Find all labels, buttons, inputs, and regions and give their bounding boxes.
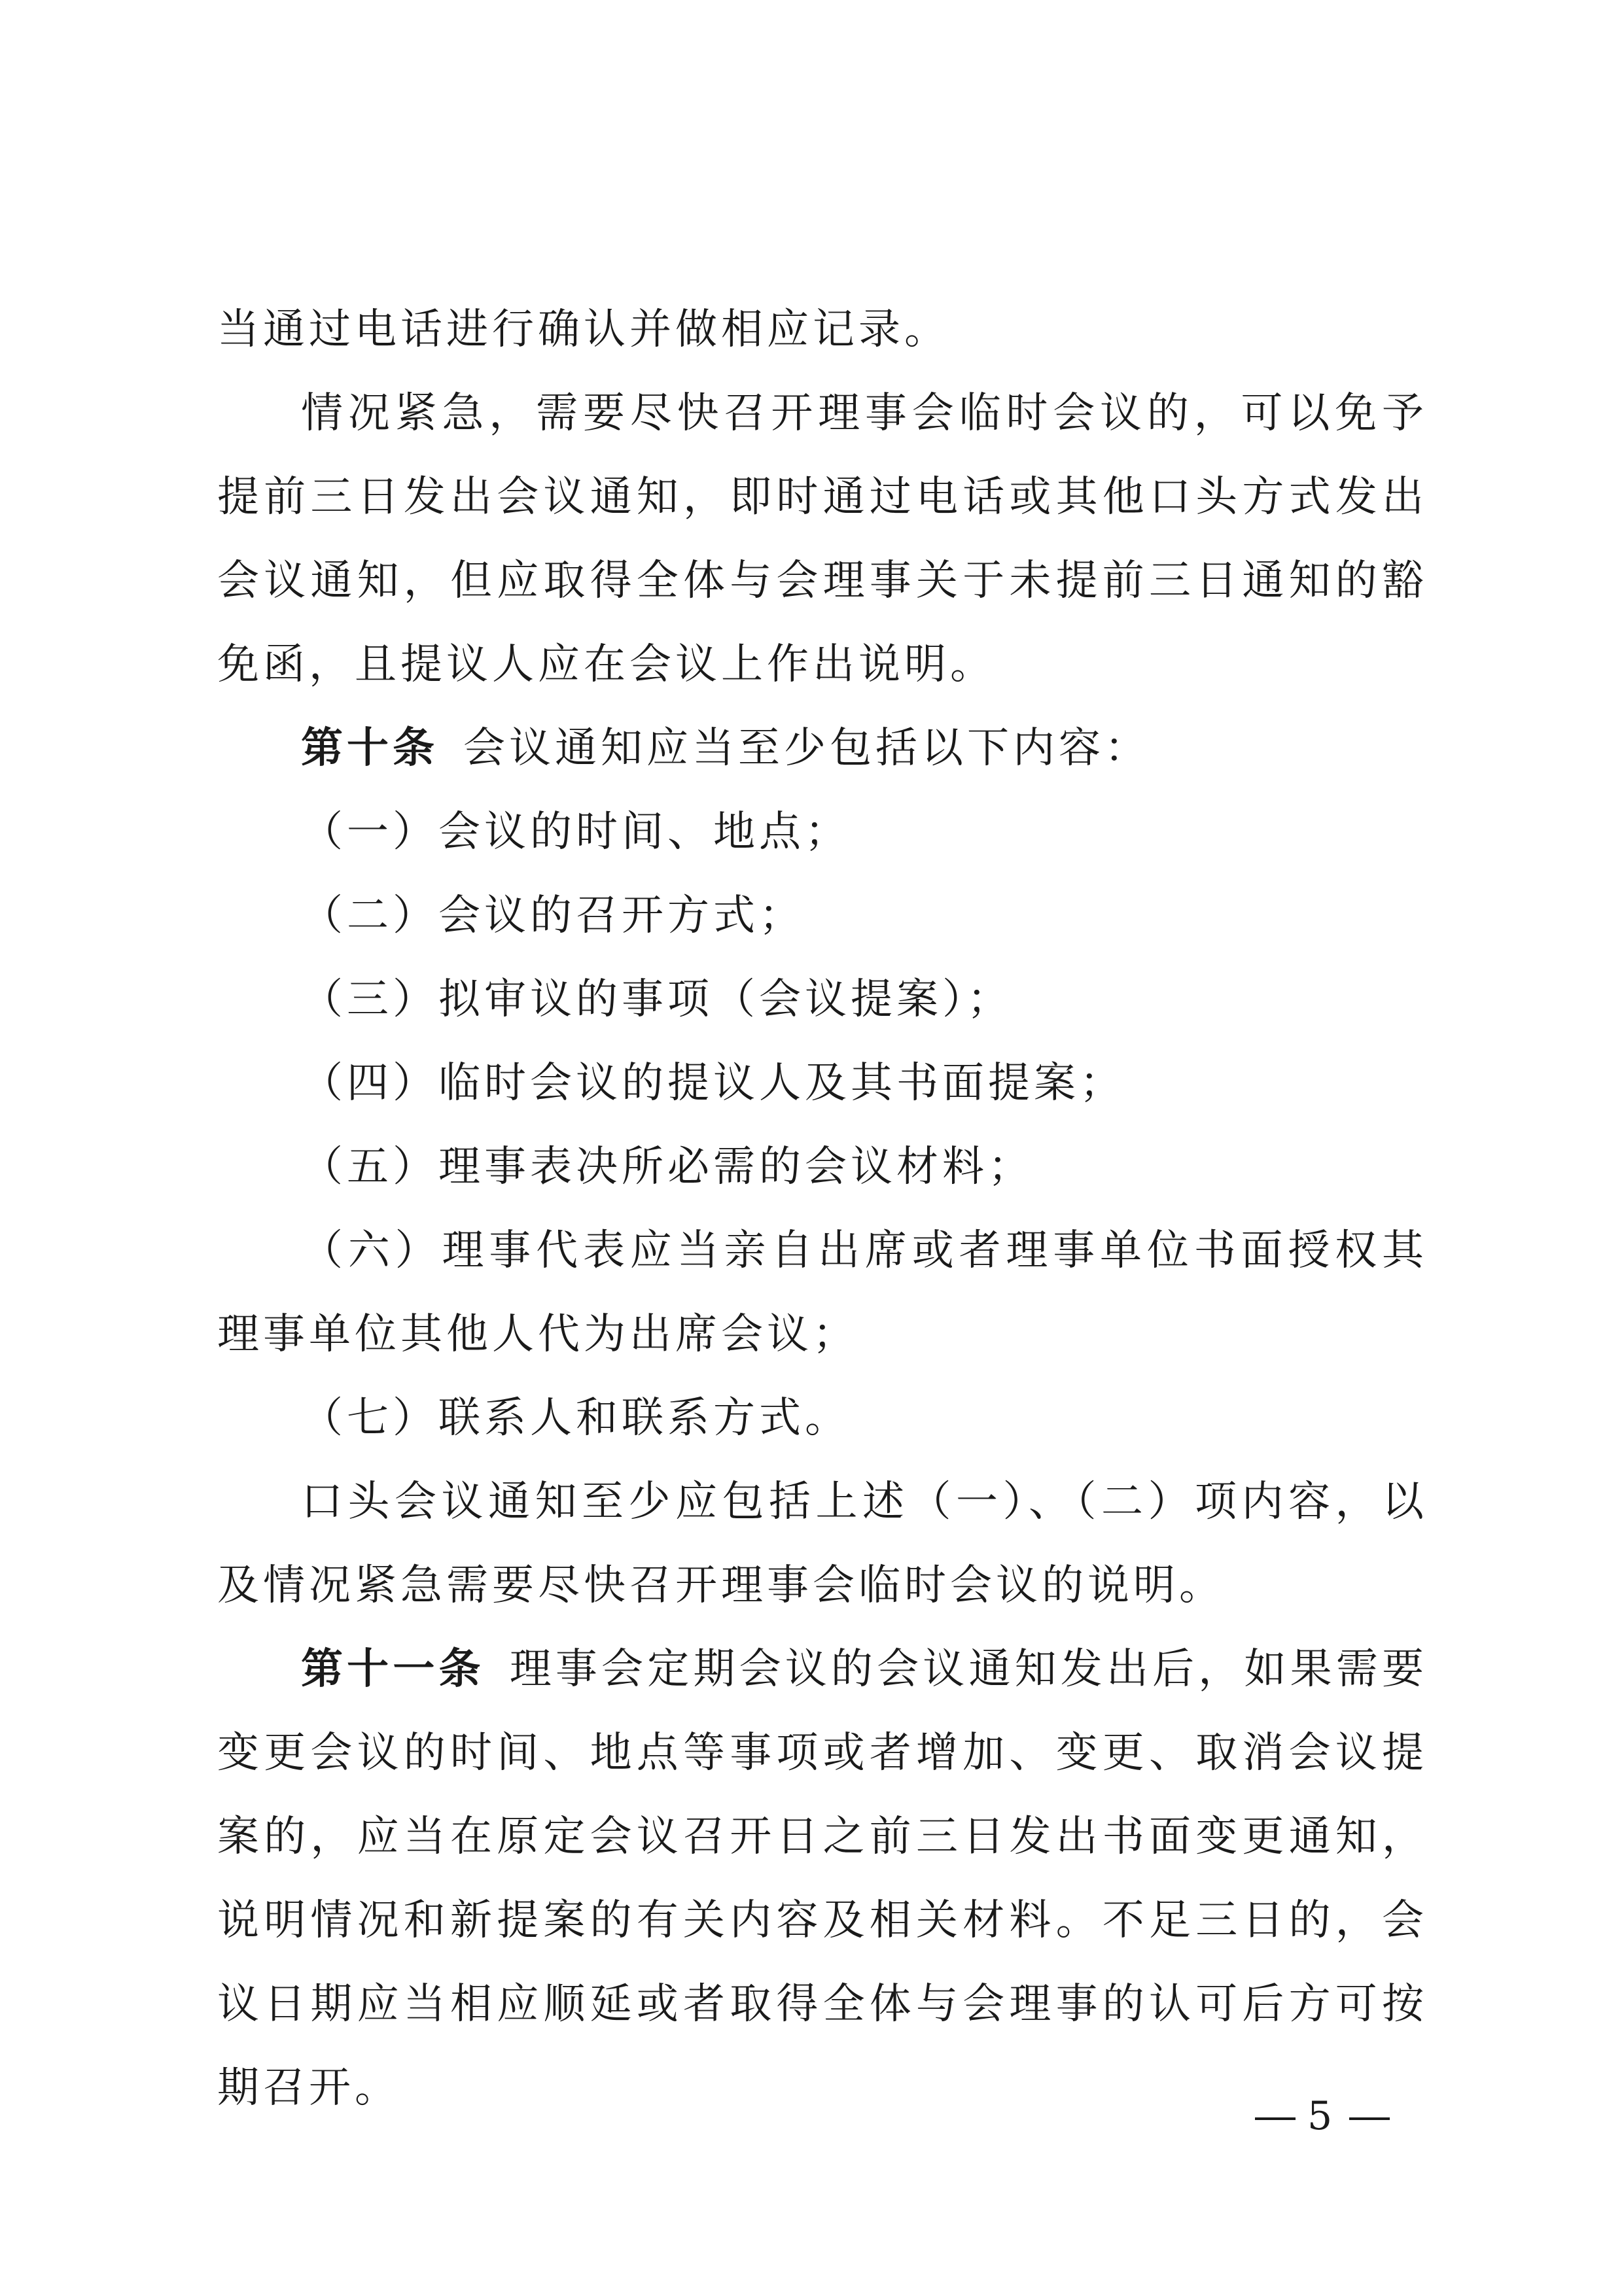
list-item: （一）会议的时间、地点； xyxy=(301,808,851,856)
list-item: （七）联系人和联系方式。 xyxy=(301,1394,851,1442)
list-item: （五）理事表决所必需的会议材料； xyxy=(301,1143,1034,1191)
page-number: 5 xyxy=(1307,2093,1338,2139)
body-text xyxy=(217,288,1428,2130)
page-number-dash-right xyxy=(1349,2117,1390,2120)
page-number-dash-left xyxy=(1255,2117,1296,2120)
paragraph-emergency-notice: 情况紧急，需要尽快召开理事会临时会议的，可以免予提前三日发出会议通知，即时通过电话或其他口头方式发出会议通知，但应取得全体与会理事关于未提前三日通知的豁免函，且提议人应在会议上作出说明。 xyxy=(217,389,1428,689)
paragraph-continuation: 当通过电话进行确认并做相应记录。 xyxy=(217,305,950,354)
paragraph-oral-notice: 口头会议通知至少应包括上述（一）、（二）项内容，以及情况紧急需要尽快召开理事会临时会议的说明。 xyxy=(217,1478,1428,1610)
list-item: （三）拟审议的事项（会议提案）； xyxy=(301,975,1013,1024)
article-11 xyxy=(217,1627,1428,2130)
list-item: （二）会议的召开方式； xyxy=(301,892,805,940)
page-footer xyxy=(1243,2093,1402,2139)
article-10 xyxy=(217,706,1428,790)
article-10-heading: 第十条 xyxy=(301,723,438,773)
article-10-text: 会议通知应当至少包括以下内容： xyxy=(463,724,1150,773)
list-item: （六）理事代表应当亲自出席或者理事单位书面授权其理事单位其他人代为出席会议； xyxy=(217,1226,1428,1359)
article-11-text: 理事会定期会议的会议通知发出后，如果需要变更会议的时间、地点等事项或者增加、变更、取消会议提案的，应当在原定会议召开日之前三日发出书面变更通知，说明情况和新提案的有关内容及相关材料。不足三日的，会议日期应当相应顺延或者取得全体与会理事的认可后方可按期召开。 xyxy=(217,1645,1428,2112)
article-11-heading: 第十一条 xyxy=(301,1644,485,1694)
list-item: （四）临时会议的提议人及其书面提案； xyxy=(301,1059,1125,1107)
